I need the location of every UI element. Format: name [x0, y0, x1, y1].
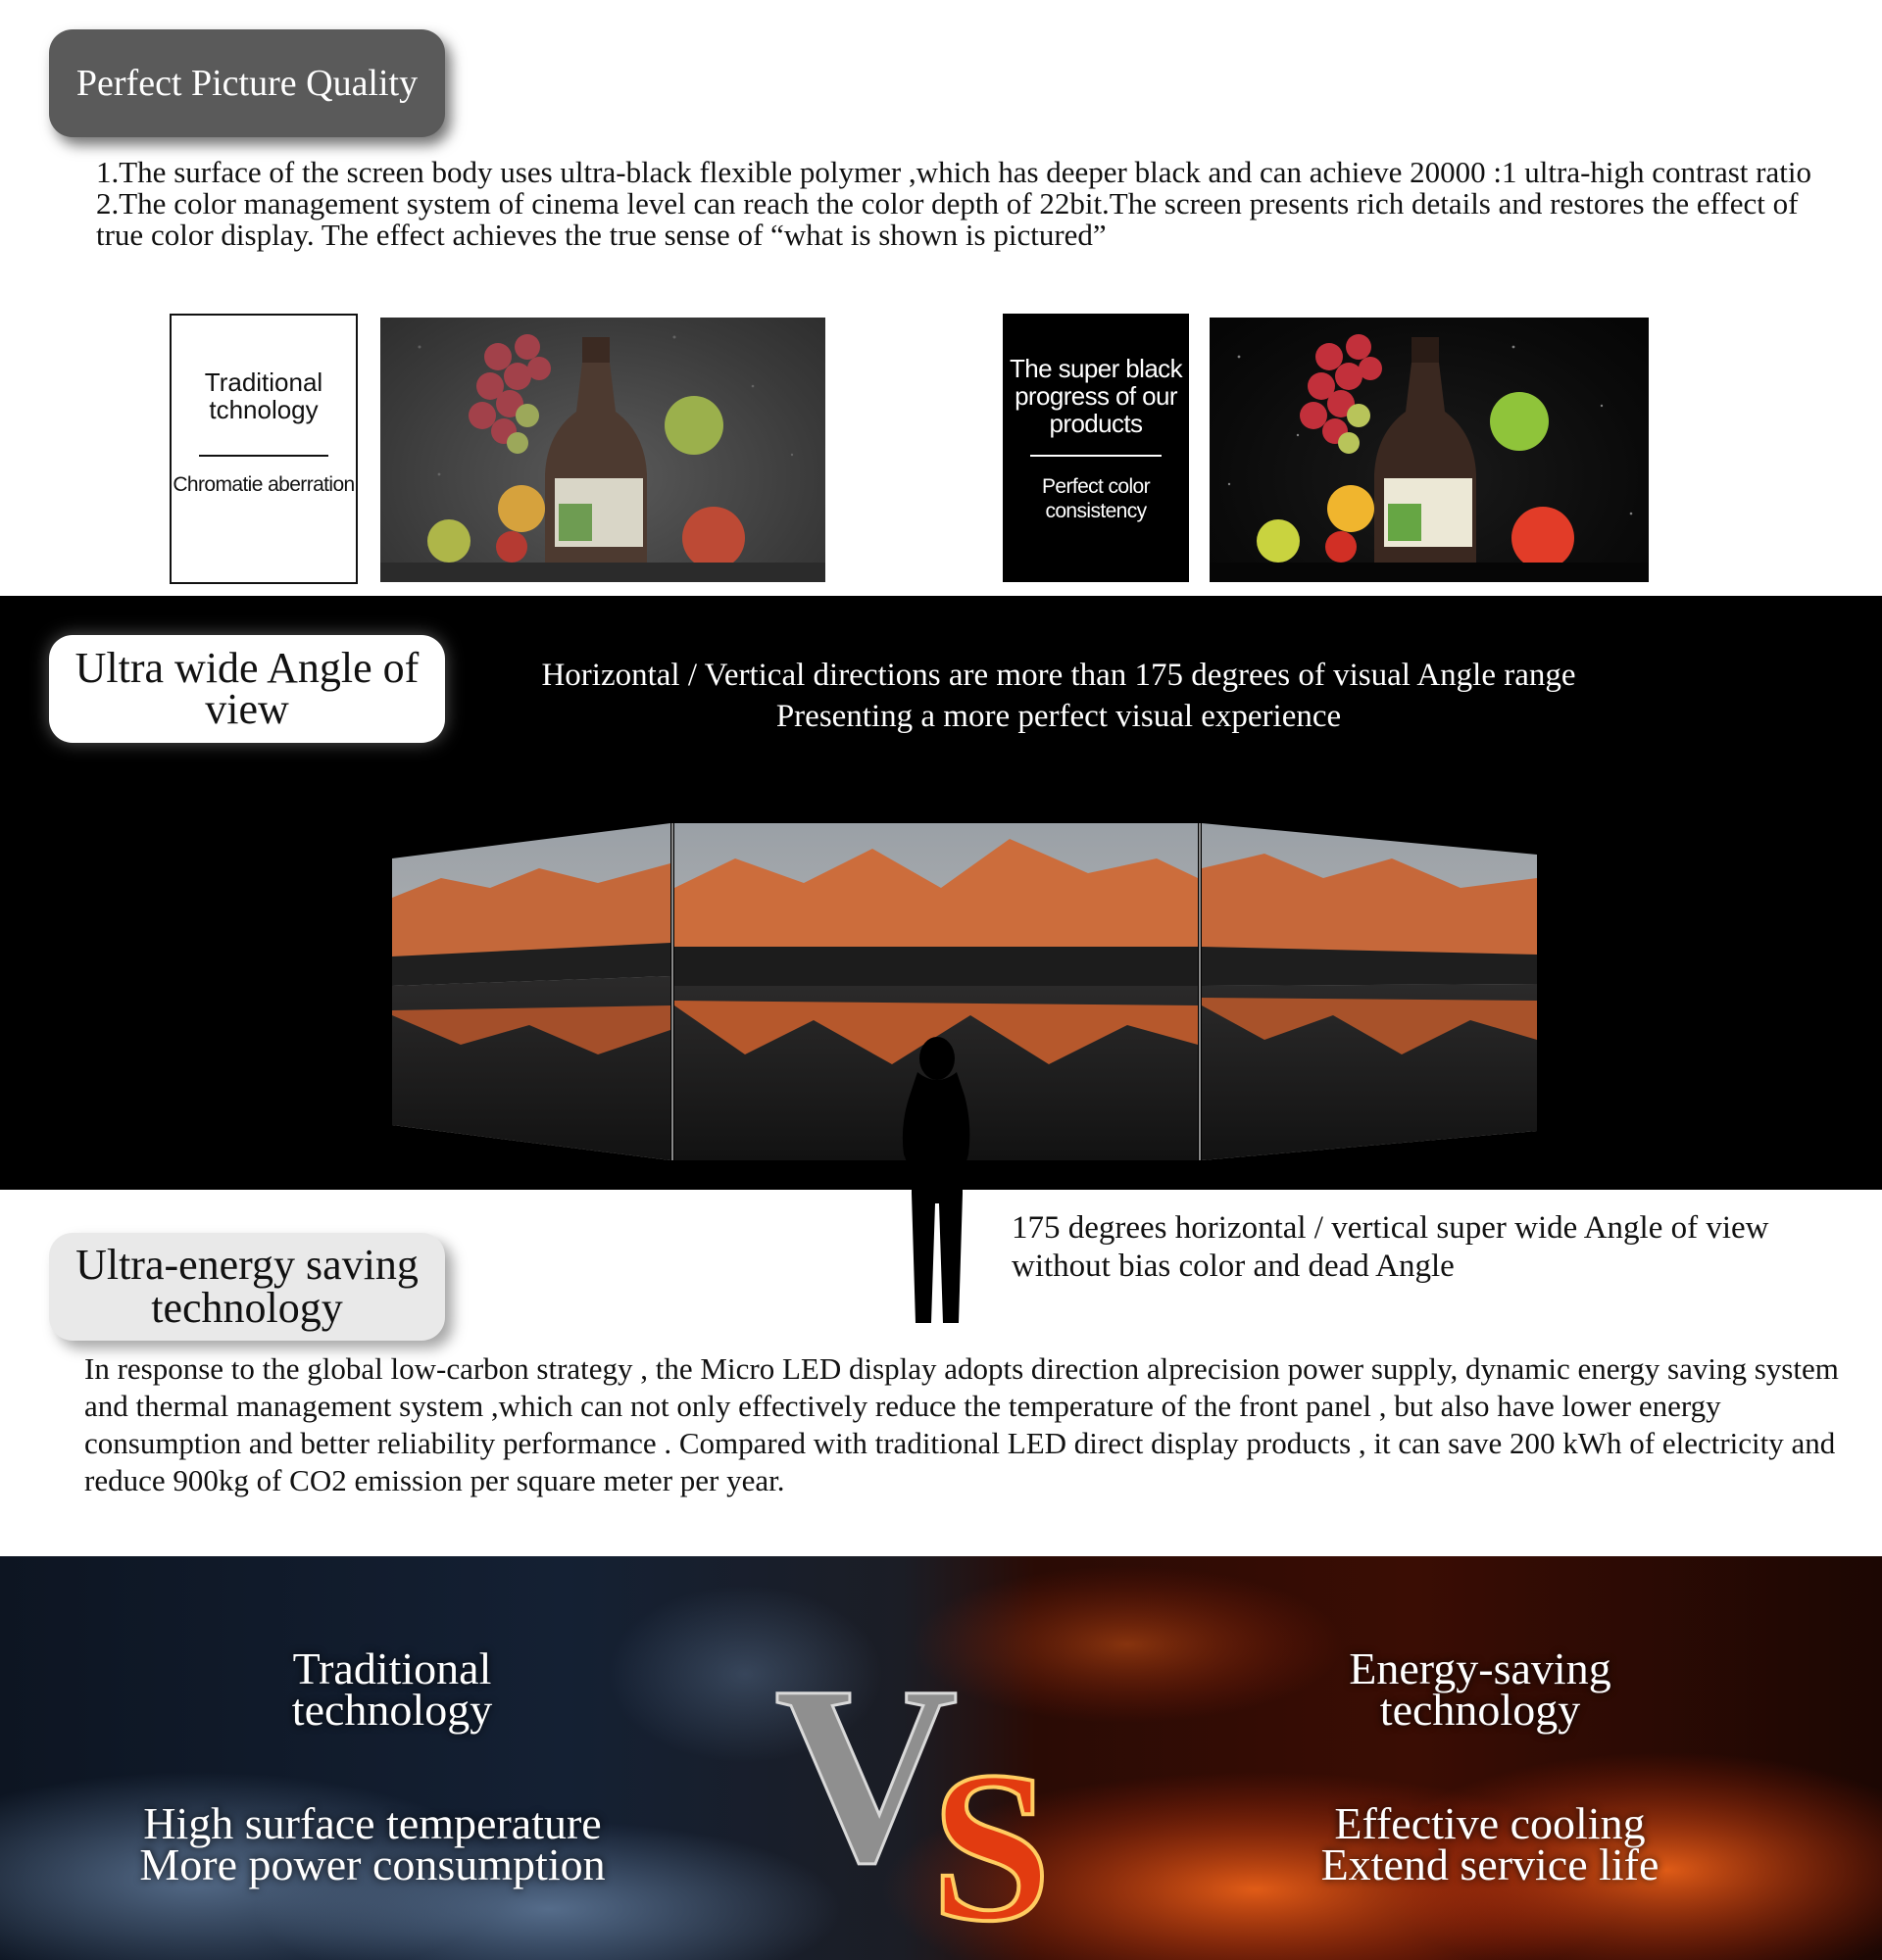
label-divider — [1030, 455, 1162, 457]
traditional-technology-title: Traditional technology — [291, 1643, 493, 1735]
label-divider — [199, 455, 328, 457]
super-black-label-subtitle: Perfect color consistency — [1041, 475, 1151, 522]
wide-angle-description — [431, 655, 1686, 737]
viewing-angle-caption: 175 degrees horizontal / vertical super wide Angle of view without bias color and dead Angle — [1012, 1210, 1769, 1284]
energy-saving-benefits: Effective cooling Extend service life — [1320, 1798, 1659, 1889]
comparison-banner — [0, 1556, 1882, 1960]
traditional-label-title: Traditional tchnology — [204, 368, 323, 424]
super-black-label — [1003, 314, 1189, 582]
energy-saving-description: In response to the global low-carbon strategy , the Micro LED display adopts direction alprecision power supply, dynamic energy saving system and thermal management system ,which can not only effectively reduce the temperature of the front panel , but also have lower energy consumption and better reliability performance . Compared with traditional LED direct display products , it can save 200 kWh of electricity and reduce 900kg of CO2 emission per square meter per year. — [84, 1351, 1839, 1497]
left-screen-panel — [392, 823, 670, 1160]
color-depth-paragraph: 2.The color management system of cinema level can reach the color depth of 22bit.The screen presents rich details and restores the effect of true color display. The effect achieves the true sense of “what is shown is pictured” — [96, 186, 1799, 252]
traditional-label-subtitle: Chromatie aberration — [173, 473, 355, 496]
svg-text:V: V — [774, 1634, 959, 1916]
person-silhouette — [894, 1037, 980, 1327]
traditional-product-photo — [380, 318, 825, 582]
super-black-product-photo — [1210, 318, 1649, 582]
viewing-angle-line: Horizontal / Vertical directions are more than 175 degrees of visual Angle range — [541, 658, 1576, 693]
picture-quality-description — [96, 157, 1851, 251]
traditional-drawbacks: High surface temperature More power consumption — [139, 1798, 606, 1889]
visual-experience-line: Presenting a more perfect visual experience — [775, 699, 1342, 734]
picture-quality-heading: Perfect Picture Quality — [49, 29, 445, 137]
wide-angle-heading: Ultra wide Angle of view — [49, 635, 445, 743]
energy-saving-technology-title: Energy-saving technology — [1349, 1643, 1611, 1735]
blue-smoke-effect — [0, 1586, 882, 1960]
svg-text:S: S — [931, 1727, 1052, 1960]
energy-saving-heading: Ultra-energy saving technology — [49, 1233, 445, 1341]
traditional-technology-label — [170, 314, 358, 584]
contrast-paragraph: 1.The surface of the screen body uses ultra-black flexible polymer ,which has deeper black and can achieve 20000 :1 ultra-high contrast ratio — [96, 155, 1811, 189]
right-screen-panel — [1202, 823, 1537, 1160]
super-black-label-title: The super black progress of our products — [1010, 354, 1182, 438]
